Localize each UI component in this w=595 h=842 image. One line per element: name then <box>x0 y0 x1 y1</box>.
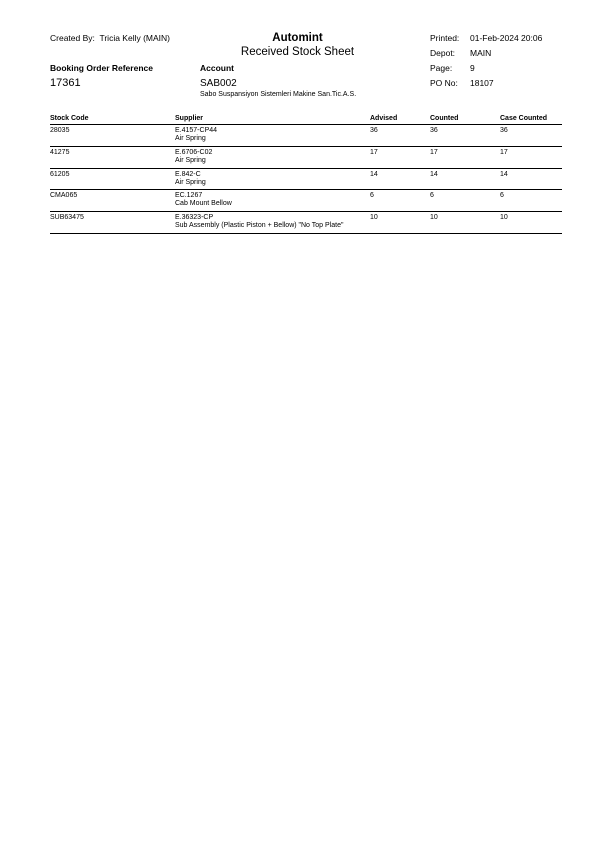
supplier-code: E.4157-CP44 <box>175 127 218 134</box>
po-label: PO No: <box>430 78 458 88</box>
item-description: Cab Mount Bellow <box>175 200 232 208</box>
booking-order-value: 17361 <box>50 77 81 89</box>
depot-label: Depot: <box>430 48 456 58</box>
printed-label: Printed: <box>430 33 460 43</box>
created-by-value: Tricia Kelly (MAIN) <box>99 33 170 43</box>
booking-order-label: Booking Order Reference <box>50 63 153 73</box>
counted-qty: 36 <box>430 127 438 134</box>
stock-code: 61205 <box>50 170 70 178</box>
item-description: Air Spring <box>175 135 206 142</box>
stock-table <box>50 114 562 234</box>
stock-code: 41275 <box>50 148 70 156</box>
case-counted-qty: 17 <box>500 148 508 156</box>
item-description: Sub Assembly (Plastic Piston + Bellow) "No Top Plate" <box>175 222 344 230</box>
document-title: Received Stock Sheet <box>240 46 355 58</box>
advised-qty: 17 <box>370 148 378 156</box>
col-advised: Advised <box>370 115 398 122</box>
counted-qty: 6 <box>430 192 434 200</box>
col-counted: Counted <box>430 115 459 122</box>
po-value: 18107 <box>470 78 494 88</box>
supplier-code: E.842-C <box>175 170 201 178</box>
table-row <box>50 147 562 169</box>
account-label: Account <box>200 63 234 73</box>
stock-code: 28035 <box>50 127 70 134</box>
col-stock-code: Stock Code <box>50 115 89 122</box>
advised-qty: 10 <box>370 214 378 222</box>
item-description: Air Spring <box>175 156 206 164</box>
stock-code: CMA065 <box>50 192 78 200</box>
col-case-counted: Case Counted <box>500 115 548 122</box>
col-supplier: Supplier <box>175 115 204 122</box>
case-counted-qty: 10 <box>500 214 508 222</box>
table-row <box>50 169 562 191</box>
counted-qty: 14 <box>430 170 438 178</box>
created-by-label: Created By: <box>50 33 95 43</box>
table-row <box>50 190 562 212</box>
depot-value: MAIN <box>470 48 492 58</box>
case-counted-qty: 6 <box>500 192 504 200</box>
supplier-code: E.6706-C02 <box>175 148 213 156</box>
table-header <box>50 114 562 125</box>
advised-qty: 36 <box>370 127 378 134</box>
account-code: SAB002 <box>200 78 237 89</box>
supplier-code: EC.1267 <box>175 192 203 200</box>
case-counted-qty: 14 <box>500 170 508 178</box>
advised-qty: 6 <box>370 192 374 200</box>
table-row <box>50 212 562 234</box>
printed-value: 01-Feb-2024 20:06 <box>470 33 543 43</box>
account-name: Sabo Suspansiyon Sistemleri Makine San.Tic.A.S. <box>200 91 357 98</box>
table-row <box>50 125 562 147</box>
page-label: Page: <box>430 63 453 73</box>
advised-qty: 14 <box>370 170 378 178</box>
counted-qty: 17 <box>430 148 438 156</box>
case-counted-qty: 36 <box>500 127 508 134</box>
counted-qty: 10 <box>430 214 438 222</box>
supplier-code: E.36323-CP <box>175 214 214 222</box>
stock-code: SUB63475 <box>50 214 84 222</box>
company-name: Automint <box>272 32 323 44</box>
page-value: 9 <box>470 63 475 73</box>
item-description: Air Spring <box>175 178 206 186</box>
